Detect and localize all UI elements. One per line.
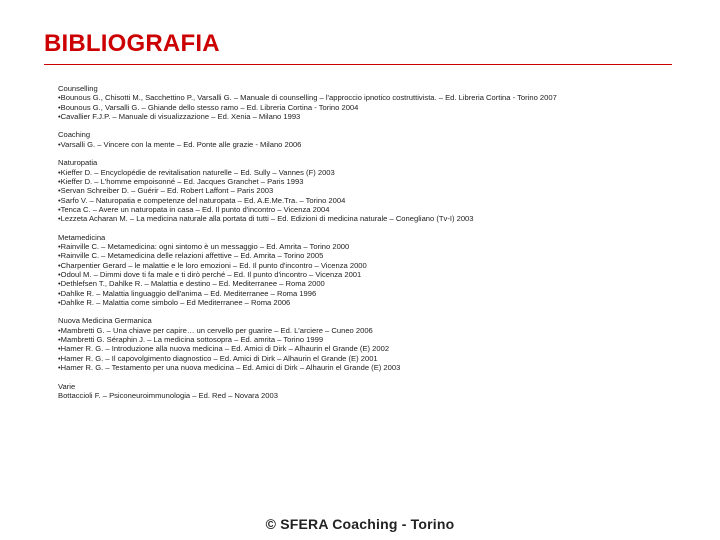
section-heading: Varie: [58, 381, 76, 391]
section-heading: Counselling: [58, 84, 98, 93]
bibliography-entry: •Kieffer D. – L'homme empoisonné – Ed. Jacques Granchet – Paris 1993: [58, 176, 304, 186]
bibliography-entry: •Dethlefsen T., Dahlke R. – Malattia e destino – Ed. Mediterranee – Roma 2000: [58, 279, 325, 289]
bibliography-entry: •Charpentier Gerard – le malattie e le loro emozioni – Ed. Il punto d'incontro – Vicenza 2000: [58, 260, 367, 270]
bibliography-entry: Bottaccioli F. – Psiconeuroimmunologia – Ed. Red – Novara 2003: [58, 390, 278, 400]
bibliography-entry: •Varsalli G. – Vincere con la mente – Ed. Ponte alle grazie - Milano 2006: [58, 139, 302, 149]
bibliography-list: [58, 84, 708, 409]
bibliography-entry: •Lezzeta Acharan M. – La medicina naturale alla portata di tutti – Ed. Edizioni di medicina naturale – Conegliano (Tv-I) 2003: [58, 214, 474, 224]
section-heading: Metamedicina: [58, 232, 106, 242]
section-heading: Nuova Medicina Germanica: [58, 316, 152, 326]
bibliography-entry: •Hamer R. G. – Introduzione alla nuova medicina – Ed. Amici di Dirk – Alhaurin el Grande (E) 2002: [58, 344, 390, 354]
bibliography-entry: •Rainville C. – Metamedicina: ogni sintomo è un messaggio – Ed. Amrita – Torino 2000: [58, 242, 350, 252]
bibliography-entry: •Mambretti G. – Una chiave per capire… un cervello per guarire – Ed. L'arciere – Cuneo 2006: [58, 325, 373, 335]
bibliography-entry: •Cavallier F.J.P. – Manuale di visualizzazione – Ed. Xenia – Milano 1993: [58, 111, 301, 121]
bibliography-entry: •Kieffer D. – Encyclopédie de revitalisation naturelle – Ed. Sully – Vannes (F) 2003: [58, 167, 335, 177]
bibliography-entry: •Rainville C. – Metamedicina delle relazioni affettive – Ed. Amrita – Torino 2005: [58, 251, 324, 261]
bibliography-entry: •Bounous G., Varsalli G. – Ghiande dello stesso ramo – Ed. Libreria Cortina - Torino 2004: [58, 102, 359, 112]
section-metamedicina: [58, 233, 708, 307]
bibliography-entry: •Dahlke R. – Malattia linguaggio dell'anima – Ed. Mediterranee – Roma 1996: [58, 288, 317, 298]
section-naturopatia: [58, 158, 708, 223]
bibliography-entry: •Tenca C. – Avere un naturopata in casa – Ed. Il punto d'incontro – Vicenza 2004: [58, 204, 330, 214]
section-heading: Naturopatia: [58, 158, 98, 168]
bibliography-entry: •Dahlke R. – Malattia come simbolo – Ed Mediterranee – Roma 2006: [58, 297, 291, 307]
bibliography-entry: •Sarfo V. – Naturopatia e competenze del naturopata – Ed. A.E.Me.Tra. – Torino 2004: [58, 195, 346, 205]
page-title: BIBLIOGRAFIA: [44, 30, 220, 57]
title-divider: [44, 64, 672, 65]
bibliography-entry: •Odoul M. – Dimmi dove ti fa male e ti dirò perché – Ed. Il punto d'incontro – Vicenza 2001: [58, 269, 362, 279]
section-heading: Coaching: [58, 130, 91, 140]
section-coaching: [58, 130, 708, 149]
bibliography-entry: •Servan Schreiber D. – Guérir – Ed. Robert Laffont – Paris 2003: [58, 186, 274, 196]
bibliography-entry: •Hamer R. G. – Il capovolgimento diagnostico – Ed. Amici di Dirk – Alhaurin el Grande (E) 2001: [58, 353, 378, 363]
section-varie: [58, 382, 708, 401]
section-nuova-medicina-germanica: [58, 316, 708, 372]
section-counselling: [58, 84, 708, 121]
bibliography-entry: •Hamer R. G. – Testamento per una nuova medicina – Ed. Amici di Dirk – Alhaurin el Grande (E) 2003: [58, 362, 401, 372]
footer-copyright: © SFERA Coaching - Torino: [265, 516, 455, 532]
bibliography-entry: •Bounous G., Chisotti M., Sacchettino P., Varsalli G. – Manuale di counselling – l'approccio ipnotico costruttivista. – Ed. Libreria Cortina - Torino 2007: [58, 93, 557, 103]
bibliography-entry: •Mambretti G. Séraphin J. – La medicina sottosopra – Ed. amrita – Torino 1999: [58, 335, 324, 345]
